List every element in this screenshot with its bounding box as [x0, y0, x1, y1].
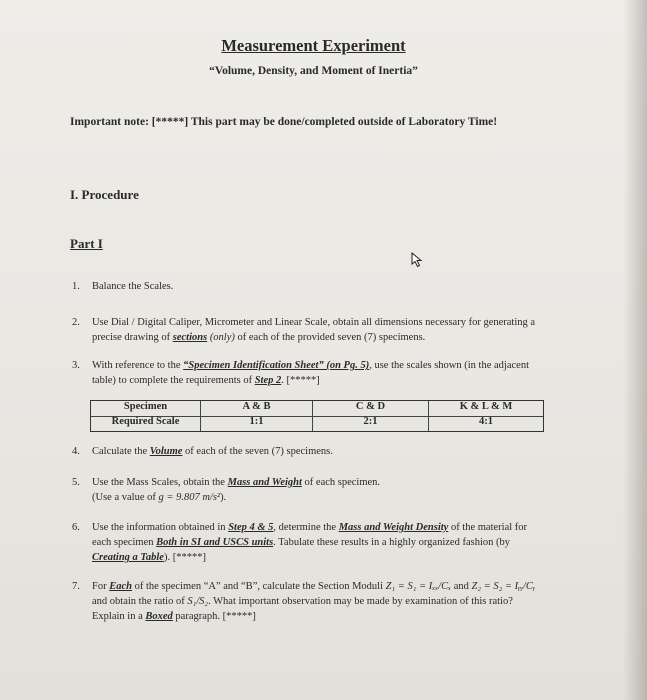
math-formula: S₁/S₂	[187, 596, 209, 607]
step-7	[72, 579, 547, 624]
part-heading: Part I	[70, 236, 103, 251]
table-cell	[313, 401, 429, 431]
page-edge-shadow	[623, 0, 647, 700]
step-3	[72, 358, 547, 388]
step-4	[72, 444, 547, 459]
emphasis-text: Volume	[149, 446, 183, 457]
table-value-cell: 4:1	[479, 416, 493, 427]
emphasis-text: “Specimen Identification Sheet” (on Pg. 5)	[183, 360, 370, 371]
step-text: ). [*****]	[163, 552, 206, 563]
step-text: of the material for each specimen	[92, 522, 528, 548]
step-text: . Tabulate these results in a highly organized fashion (by	[273, 537, 510, 548]
step-text: and	[451, 581, 472, 592]
scale-table	[90, 400, 544, 432]
step-text: and obtain the ratio of	[92, 596, 188, 607]
step-number: 7.	[72, 581, 80, 592]
math-formula: g = 9.807 m/s²	[158, 492, 221, 503]
step-text: Calculate the	[92, 446, 150, 457]
page-title: Measurement Experiment	[221, 36, 406, 55]
step-number: 2.	[72, 317, 80, 328]
mouse-pointer-icon	[410, 252, 424, 268]
table-header-cell: A & B	[242, 401, 271, 412]
step-text: Use the information obtained in	[92, 522, 229, 533]
table-header-cell: Specimen	[123, 401, 168, 412]
table-header-cell: K & L & M	[459, 401, 513, 412]
step-text: (Use a value of	[92, 492, 159, 503]
important-note: Important note: [*****] This part may be done/completed outside of Laboratory Time!	[70, 116, 498, 128]
table-header-cell: C & D	[355, 401, 386, 412]
step-text: ).	[220, 492, 227, 503]
math-formula: Z₂ = S₂ = Iᵧᵧ/Cᵧ	[471, 581, 536, 592]
emphasis-text: Mass and Weight Density	[338, 522, 449, 533]
step-1	[72, 279, 547, 294]
step-number: 1.	[72, 281, 80, 292]
step-text: Use the Mass Scales, obtain the	[92, 477, 228, 488]
step-2	[72, 315, 547, 345]
emphasis-text: Each	[109, 581, 132, 592]
emphasis-text: Boxed	[145, 611, 173, 622]
step-text: . [*****]	[281, 375, 320, 386]
step-text: . What important observation may be made by examination of this ratio? Explain in a	[92, 596, 513, 622]
step-text: For	[92, 581, 110, 592]
emphasis-text: (only)	[207, 332, 235, 343]
step-number: 6.	[72, 522, 80, 533]
step-6	[72, 520, 547, 565]
section-heading: I. Procedure	[70, 187, 139, 202]
table-value-cell: 1:1	[249, 416, 264, 427]
step-text: of each of the seven (7) specimens.	[182, 446, 333, 457]
emphasis-text: Step 2	[254, 375, 282, 386]
step-text: of each of the provided seven (7) specimens.	[234, 332, 426, 343]
step-text: of the specimen “A” and “B”, calculate the Section Moduli	[131, 581, 386, 592]
math-formula: Z₁ = S₁ = Iₓₓ/Cₓ	[385, 581, 452, 592]
table-value-cell: 2:1	[363, 416, 378, 427]
step-text: of each specimen.	[301, 477, 381, 488]
table-cell	[201, 401, 313, 431]
step-number: 5.	[72, 477, 80, 488]
step-text: , determine the	[273, 522, 339, 533]
step-text: Balance the Scales.	[92, 281, 174, 292]
step-text: With reference to the	[92, 360, 184, 371]
step-text: , use the scales shown (in the adjacent table) to complete the requirements of	[92, 360, 529, 386]
step-number: 4.	[72, 446, 80, 457]
table-cell	[91, 401, 201, 431]
step-5	[72, 475, 547, 505]
emphasis-text: sections	[172, 332, 208, 343]
emphasis-text: Step 4 & 5	[228, 522, 274, 533]
emphasis-text: Both in SI and USCS units	[156, 537, 274, 548]
page-subtitle: “Volume, Density, and Moment of Inertia”	[209, 65, 418, 77]
step-number: 3.	[72, 360, 80, 371]
emphasis-text: Mass and Weight	[227, 477, 302, 488]
table-row-label: Required Scale	[111, 416, 180, 427]
step-text: paragraph. [*****]	[172, 611, 256, 622]
step-text: Use Dial / Digital Caliper, Micrometer and Linear Scale, obtain all dimensions necessary for generating a precise drawing of	[92, 317, 536, 343]
table-cell	[429, 401, 543, 431]
emphasis-text: Creating a Table	[92, 552, 164, 563]
